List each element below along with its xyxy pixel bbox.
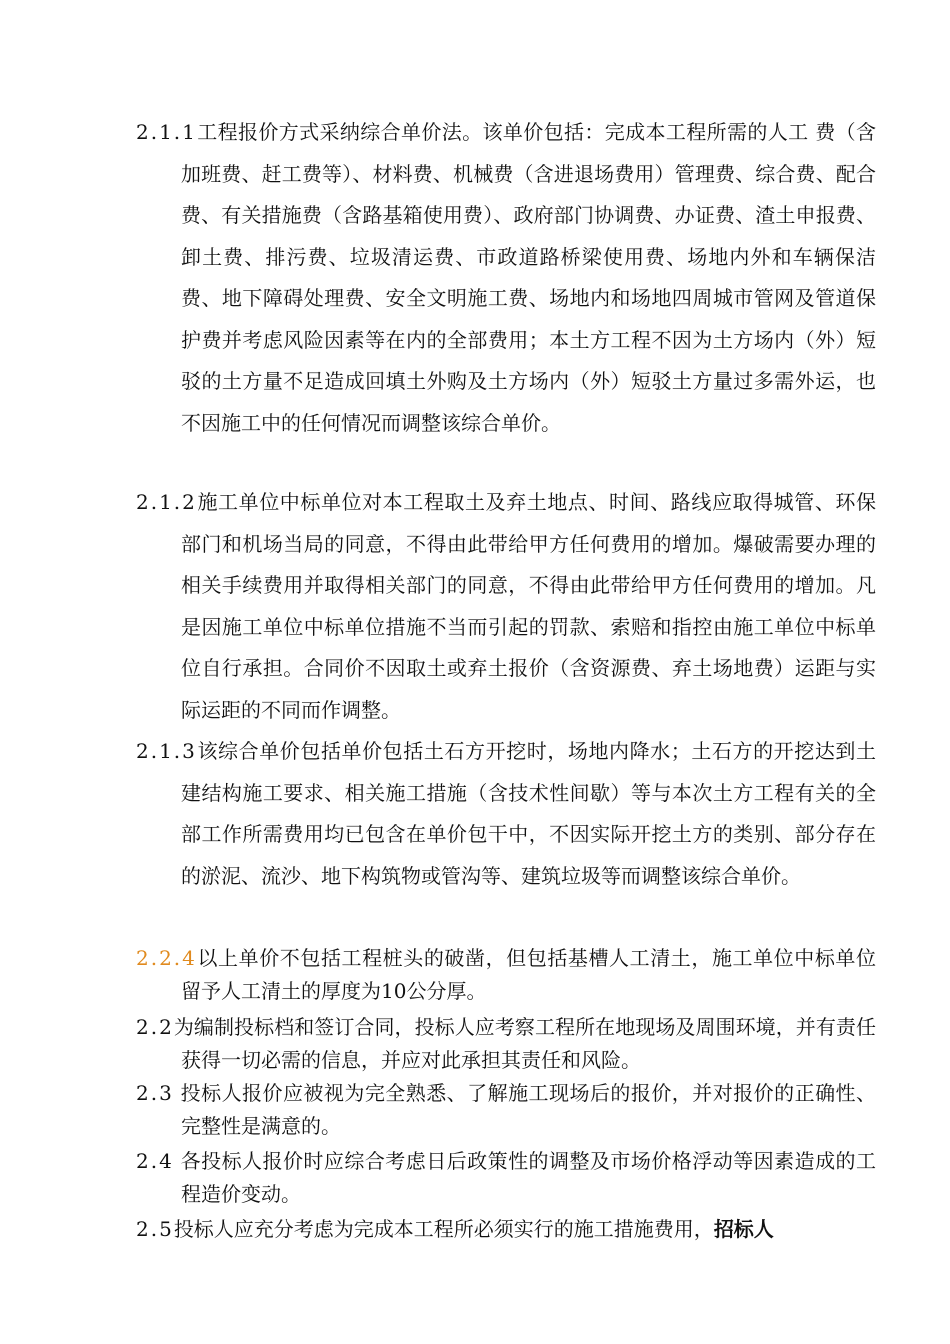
paragraph-2-4 bbox=[136, 1145, 876, 1211]
paragraph-number: 2.4 bbox=[136, 1149, 174, 1173]
paragraph-2-1-3 bbox=[136, 731, 876, 897]
paragraph-number: 2.2 bbox=[136, 1015, 174, 1039]
paragraph-2-1-1 bbox=[136, 112, 876, 444]
paragraph-bold-text: 招标人 bbox=[713, 1217, 774, 1241]
paragraph-text: 以上单价不包括工程桩头的破凿，但包括基槽人工清土，施工单位中标单位留予人工清土的厚度为10公分厚。 bbox=[181, 946, 876, 1003]
paragraph-number: 2.3 bbox=[136, 1081, 174, 1105]
paragraph-text: 为编制投标档和签订合同，投标人应考察工程所在地现场及周围环境，并有责任获得一切必需的信息，并应对此承担其责任和风险。 bbox=[173, 1015, 876, 1072]
paragraph-2-5 bbox=[136, 1213, 876, 1246]
paragraph-number: 2.1.1 bbox=[136, 120, 197, 144]
paragraph-2-3 bbox=[136, 1077, 876, 1143]
paragraph-2-1-2 bbox=[136, 482, 876, 731]
paragraph-2-2 bbox=[136, 1011, 876, 1077]
paragraph-number: 2.5 bbox=[136, 1217, 174, 1241]
paragraph-text: 施工单位中标单位对本工程取土及弃土地点、时间、路线应取得城管、环保部门和机场当局的同意，不得由此带给甲方任何费用的增加。爆破需要办理的相关手续费用并取得相关部门的同意，不得由此带给甲方任何费用的增加。凡是因施工单位中标单位措施不当而引起的罚款、索赔和指控由施工单位中标单位自行承担。合同价不因取土或弃土报价（含资源费、弃土场地费）运距与实际运距的不同而作调整。 bbox=[181, 490, 876, 722]
paragraph-number: 2.1.3 bbox=[136, 739, 197, 763]
paragraph-number: 2.2.4 bbox=[136, 946, 197, 970]
paragraph-2-2-4 bbox=[136, 942, 876, 1008]
paragraph-text: 该综合单价包括单价包括土石方开挖时，场地内降水；土石方的开挖达到土建结构施工要求、相关施工措施（含技术性间歇）等与本次土方工程有关的全部工作所需费用均已包含在单价包干中，不因实际开挖土方的类别、部分存在的淤泥、流沙、地下构筑物或管沟等、建筑垃圾等而调整该综合单价。 bbox=[181, 739, 876, 888]
paragraph-number: 2.1.2 bbox=[136, 490, 197, 514]
paragraph-text: 投标人应充分考虑为完成本工程所必须实行的施工措施费用， bbox=[173, 1217, 714, 1241]
paragraph-text: 投标人报价应被视为完全熟悉、了解施工现场后的报价，并对报价的正确性、完整性是满意的。 bbox=[173, 1081, 876, 1138]
paragraph-text: 各投标人报价时应综合考虑日后政策性的调整及市场价格浮动等因素造成的工程造价变动。 bbox=[173, 1149, 876, 1206]
paragraph-text: 工程报价方式采纳综合单价法。该单价包括：完成本工程所需的人工 费（含加班费、赶工费等）、材料费、机械费（含进退场费用）管理费、综合费、配合费、有关措施费（含路基箱使用费）、政府部门协调费、办证费、渣土申报费、卸土费、排污费、垃圾清运费、市政道路桥梁使用费、场地内外和车辆保洁费、地下障碍处理费、安全文明施工费、场地内和场地四周城市管网及管道保护费并考虑风险因素等在内的全部费用；本土方工程不因为土方场内（外）短驳的土方量不足造成回填土外购及土方场内（外）短驳土方量过多需外运，也不因施工中的任何情况而调整该综合单价。 bbox=[181, 120, 876, 435]
